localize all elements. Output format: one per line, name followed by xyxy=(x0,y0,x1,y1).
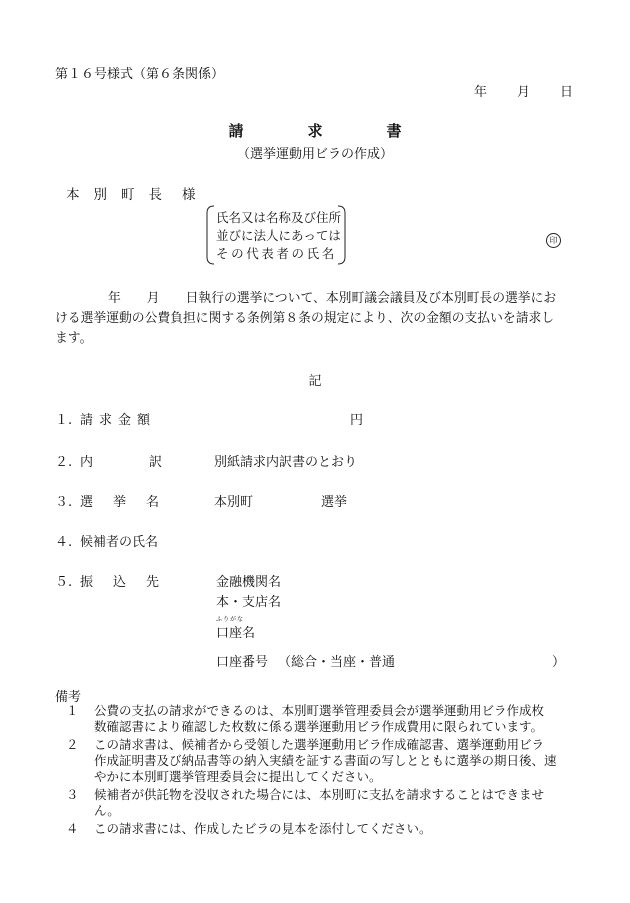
item-5-label: 振込先 xyxy=(80,575,180,590)
remark-line: 作成証明書及び納品書等の納入実績を証する書面の写しとともに選挙の期日後、速 xyxy=(94,753,557,768)
remarks-list xyxy=(66,703,586,839)
date-month-label: 月 xyxy=(516,85,530,100)
remark-line: 公費の支払の請求ができるのは、本別町選挙管理委員会が選挙運動用ビラ作成枚 xyxy=(94,703,545,718)
item-3-value-election: 選挙 xyxy=(321,495,348,510)
claimant-line-1: 氏名又は名称及び住所 xyxy=(216,210,342,225)
item-1-number: １. xyxy=(55,413,73,428)
remark-number: ４ xyxy=(66,821,79,836)
title-char-2: 求 xyxy=(307,122,323,140)
remark-item xyxy=(66,737,586,785)
claimant-line-2: 並びに法人にあっては xyxy=(216,228,341,243)
ki-heading: 記 xyxy=(308,374,322,389)
item-4-number: ４. xyxy=(55,535,73,550)
account-number-label: 口座番号 xyxy=(216,655,269,670)
remark-line: 数確認書により確認した枚数に係る選挙運動用ビラ作成費用に限られています。 xyxy=(94,719,544,734)
title-char-1: 請 xyxy=(228,122,244,140)
account-type-options: （総合・当座・普通 xyxy=(278,655,396,670)
addressee xyxy=(66,183,196,203)
remark-line: 候補者が供託物を没収された場合には、本別町に支払を請求することはできませ xyxy=(94,787,545,802)
date-year-label: 年 xyxy=(473,85,487,100)
title-char-3: 書 xyxy=(386,122,402,140)
addressee-honorific: 様 xyxy=(182,187,196,203)
remark-item xyxy=(66,703,586,735)
item-2-number: ２. xyxy=(55,455,73,470)
remark-item xyxy=(66,821,586,837)
item-3-value-town: 本別町 xyxy=(214,495,254,510)
body-year: 年 xyxy=(108,291,121,306)
date-day-label: 日 xyxy=(559,85,573,100)
request-statement xyxy=(55,289,577,349)
remark-line: ん。 xyxy=(94,803,120,818)
item-2-label-b: 訳 xyxy=(149,455,163,470)
addressee-name: 本別町長 xyxy=(66,187,176,203)
remarks-heading: 備考 xyxy=(55,690,82,705)
body-month: 月 xyxy=(146,291,160,306)
remark-number: ２ xyxy=(66,737,79,752)
remark-item xyxy=(66,787,586,819)
item-3-label: 選挙名 xyxy=(80,495,180,510)
item-2-value: 別紙請求内訳書のとおり xyxy=(214,455,358,470)
claimant-line-3: その代表者の氏名 xyxy=(216,246,337,261)
account-name-label: 口座名 xyxy=(216,626,256,641)
body-line-3: ます。 xyxy=(55,331,93,346)
branch-name-label: 本・支店名 xyxy=(216,595,282,610)
remark-line: やかに本別町選挙管理委員会に提出してください。 xyxy=(94,769,382,784)
item-1-label: 請求金額 xyxy=(80,413,157,428)
document-title xyxy=(0,120,630,141)
body-line-2: ける選挙運動の公費負担に関する条例第８条の規定により、次の金額の支払いを請求し xyxy=(55,311,555,326)
body-line-1: 日執行の選挙について、本別町議会議員及び本別町長の選挙にお xyxy=(185,291,557,306)
document-subtitle: （選挙運動用ビラの作成） xyxy=(236,147,393,162)
item-3-number: ３. xyxy=(55,495,73,510)
seal-icon: 印 xyxy=(546,233,561,248)
remark-line: この請求書には、作成したビラの見本を添付してください。 xyxy=(94,821,432,836)
claimant-label xyxy=(216,209,341,263)
bank-name-label: 金融機関名 xyxy=(216,575,282,590)
form-number: 第１６号様式（第６条関係） xyxy=(55,67,225,82)
account-type-close: ） xyxy=(552,655,566,670)
date-line xyxy=(474,81,573,100)
item-4-label: 候補者の氏名 xyxy=(80,535,159,550)
claimant-block xyxy=(206,205,346,265)
item-1-unit: 円 xyxy=(350,413,364,428)
item-5-number: ５. xyxy=(55,575,73,590)
remark-number: ３ xyxy=(66,787,79,802)
remark-line: この請求書は、候補者から受領した選挙運動用ビラ作成確認書、選挙運動用ビラ xyxy=(94,737,545,752)
remark-number: １ xyxy=(66,703,79,718)
item-2-label-a: 内 xyxy=(80,455,94,470)
account-name-ruby: ふりがな xyxy=(216,616,245,623)
